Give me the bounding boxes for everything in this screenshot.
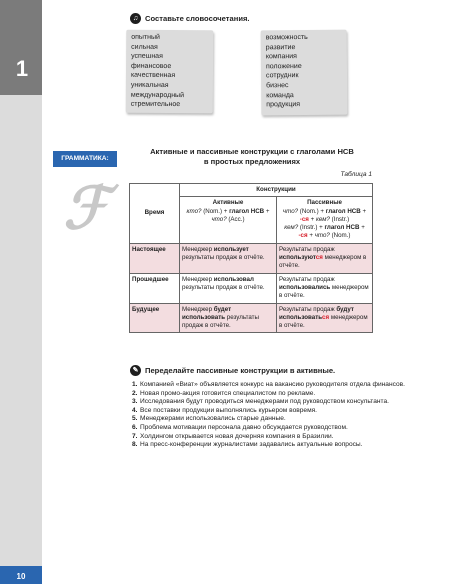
time-header: Время [130,184,180,244]
list-item: 5. Менеджерами использовались старые данные. [132,415,286,423]
word: финансовое [131,62,172,70]
list-item: 1. Компанией «Виат» объявляется конкурс на вакансию руководителя отдела финансов. [132,381,405,388]
task2-title: Переделайте пассивные конструкции в активные. [145,366,336,375]
word: стремительное [130,100,181,109]
word: сотрудник [266,72,299,80]
word-card-right [261,30,348,116]
list-item: 7. Холдингом открывается новая дочерняя компания в Бразилии. [132,432,334,440]
grammar-table [129,183,373,333]
list-item: 8. На пресс-конференции журналистами задавались актуальные вопросы. [132,441,363,449]
word: уникальная [130,81,169,89]
table-row: Будущее Менеджер будет использовать результаты продаж в отчёте. Результаты продаж будут использоваться менеджером в отчёте. [130,303,373,333]
word: положение [265,62,302,71]
word: успешная [131,52,163,61]
table-row: Прошедшее Менеджер использовал результаты продаж в отчёте. Результаты продаж использовались менеджером в отчёте. [130,273,373,303]
list-item: 6. Проблема мотивации персонала давно обсуждается руководством. [132,423,348,431]
passive-header-cell: Пассивные что? (Nom.) + глагол НСВ + -ся + кем? (Instr.) кем? (Instr.) + глагол НСВ + -ся + что? (Nom.) [277,197,373,243]
page-number: 10 [16,572,26,581]
chapter-number: 1 [15,56,29,81]
active-header-cell: Активные кто? (Nom.) + глагол НСВ + что? (Acc.) [180,197,277,243]
table-row: Настоящее Менеджер использует результаты продаж в отчёте. Результаты продаж используются менеджером в отчёте. [130,243,373,273]
passive-formula-1: что? (Nom.) + глагол НСВ + -ся + кем? (Instr.) [282,207,367,223]
word: опытный [131,33,160,41]
word: качественная [130,72,176,80]
list-item: 3. Исследования будут проводиться менеджерами под руководством консультанта. [132,398,390,406]
headphones-icon: ♫ [130,13,141,24]
word: компания [265,53,298,61]
word: сильная [131,43,158,51]
word: продукция [266,101,301,109]
decorative-letter-ornament: ℱ [63,174,109,242]
word: команда [266,91,294,99]
word-card-left [126,30,214,114]
word: возможность [265,33,308,42]
chapter-tab [0,0,42,95]
pencil-icon: ✎ [130,365,141,376]
list-item: 2. Новая промо-акция готовится специалистом по рекламе. [132,389,316,397]
list-item: 4. Все поставки продукции выполнялись курьером вовремя. [132,406,318,414]
active-formula: кто? (Nom.) + глагол НСВ + что? (Acc.) [186,207,270,223]
word: бизнес [266,82,289,90]
table-caption: Таблица 1 [340,171,372,178]
grammar-label: ГРАММАТИКА: [53,151,117,167]
grammar-title: Активные и пассивные конструкции с глаголами НСВ в простых предложениях [150,147,354,166]
word: международный [130,91,185,99]
task1-heading [130,13,250,24]
constructions-header: Конструкции [180,184,373,197]
exercise-list [132,381,422,450]
task1-title: Составьте словосочетания. [145,14,250,23]
passive-formula-2: кем? (Instr.) + глагол НСВ + -ся + что? (Nom.) [284,224,365,240]
task2-heading [130,365,335,376]
word: развитие [265,43,296,51]
